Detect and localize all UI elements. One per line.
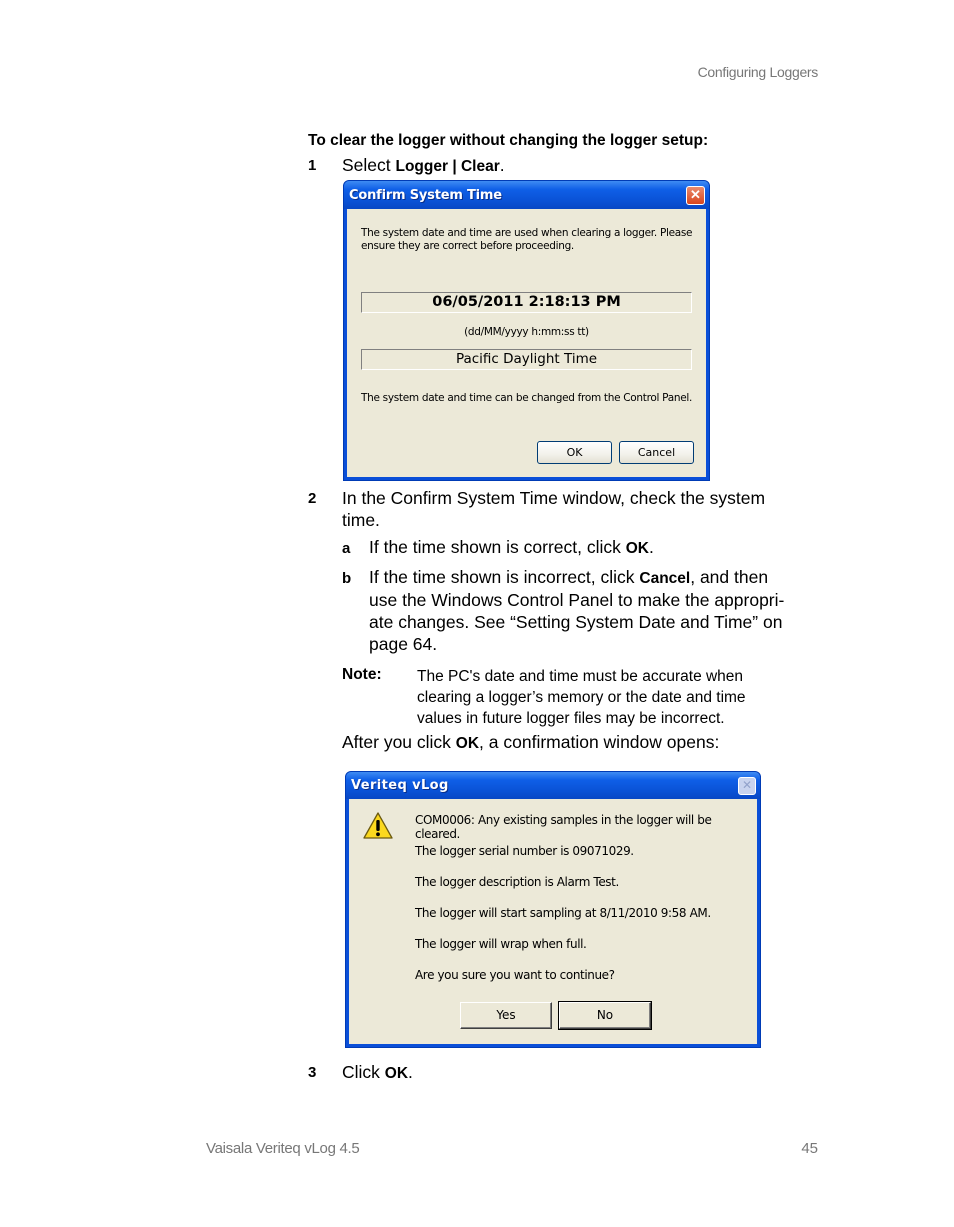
- step-3-prefix: Click: [342, 1062, 385, 1082]
- substep-b-suffix: , and then: [690, 567, 769, 587]
- after-ok-text: [342, 731, 719, 756]
- dialog-titlebar: [344, 181, 709, 209]
- vlog-message-4: The logger will start sampling at 8/11/2010 9:58 AM.: [415, 906, 711, 920]
- after-prefix: After you click: [342, 732, 456, 752]
- procedure-title: To clear the logger without changing the logger setup:: [308, 132, 709, 149]
- substep-a-suffix: .: [649, 537, 654, 557]
- close-icon[interactable]: ✕: [686, 186, 705, 205]
- veriteq-vlog-dialog: [345, 771, 761, 1048]
- step-1-text: [342, 154, 505, 179]
- step-2-line-2: time.: [342, 510, 380, 530]
- timezone-display: Pacific Daylight Time: [361, 349, 692, 370]
- step-1-number: 1: [308, 157, 317, 174]
- no-button[interactable]: No: [559, 1002, 651, 1029]
- system-datetime-display: 06/05/2011 2:18:13 PM: [361, 292, 692, 313]
- dialog-body: [347, 209, 706, 477]
- vlog-titlebar: [346, 772, 760, 799]
- step-3-number: 3: [308, 1064, 317, 1081]
- ok-button[interactable]: OK: [537, 441, 612, 464]
- step-3-button-ref: OK: [384, 1065, 409, 1082]
- vlog-dialog-title: Veriteq vLog: [351, 778, 449, 793]
- dialog-intro-line-2: ensure they are correct before proceeding.: [361, 240, 574, 252]
- substep-a-text: [369, 536, 654, 561]
- note-line-1: The PC's date and time must be accurate when: [417, 668, 744, 685]
- close-icon[interactable]: ✕: [738, 777, 756, 795]
- vlog-message-5: The logger will wrap when full.: [415, 937, 587, 951]
- step-3-suffix: .: [408, 1062, 413, 1082]
- dialog-intro-line-1: The system date and time are used when clearing a logger. Please: [361, 227, 693, 239]
- datetime-format-hint: (dd/MM/yyyy h:mm:ss tt): [464, 326, 589, 338]
- cancel-button[interactable]: Cancel: [619, 441, 694, 464]
- substep-b-letter: b: [342, 570, 352, 587]
- running-header: Configuring Loggers: [697, 64, 818, 80]
- note-text: [417, 666, 746, 729]
- substep-b-line-4: page 64.: [369, 634, 438, 654]
- step-2-line-1: In the Confirm System Time window, check the system: [342, 488, 766, 508]
- vlog-message-6: Are you sure you want to continue?: [415, 968, 615, 982]
- step-3-text: [342, 1061, 413, 1086]
- step-1-prefix: Select: [342, 155, 396, 175]
- dialog-title: Confirm System Time: [349, 188, 502, 203]
- note-line-3: values in future logger files may be incorrect.: [417, 710, 725, 727]
- footer-product: Vaisala Veriteq vLog 4.5: [206, 1140, 360, 1157]
- substep-b-line-3: ate changes. See “Setting System Date and Time” on: [369, 612, 783, 632]
- step-2-number: 2: [308, 490, 317, 507]
- substep-b-line-1: [369, 566, 768, 591]
- vlog-message-1: COM0006: Any existing samples in the logger will be cleared.: [415, 813, 712, 841]
- step-1-suffix: .: [499, 155, 505, 175]
- substep-a-prefix: If the time shown is correct, click: [369, 537, 626, 557]
- yes-button[interactable]: Yes: [460, 1002, 552, 1029]
- control-panel-hint: The system date and time can be changed from the Control Panel.: [361, 392, 693, 404]
- note-line-2: clearing a logger’s memory or the date and time: [417, 689, 746, 706]
- substep-a-button-ref: OK: [625, 540, 649, 557]
- vlog-message-3: The logger description is Alarm Test.: [415, 875, 619, 889]
- after-suffix: , a confirmation window opens:: [479, 732, 720, 752]
- note-label: Note:: [342, 666, 382, 683]
- vlog-message-2: The logger serial number is 09071029.: [415, 844, 634, 858]
- step-1-menu-path: Logger | Clear: [395, 158, 500, 175]
- confirm-system-time-dialog: [343, 180, 710, 481]
- page-number: 45: [801, 1140, 818, 1157]
- warning-icon: [363, 811, 393, 841]
- substep-b-prefix: If the time shown is incorrect, click: [369, 567, 640, 587]
- after-button-ref: OK: [455, 735, 480, 752]
- vlog-dialog-body: [349, 799, 757, 1044]
- substep-a-letter: a: [342, 540, 351, 557]
- substep-b-line-2: use the Windows Control Panel to make the appropri-: [369, 590, 785, 610]
- substep-b-button-ref: Cancel: [639, 570, 691, 587]
